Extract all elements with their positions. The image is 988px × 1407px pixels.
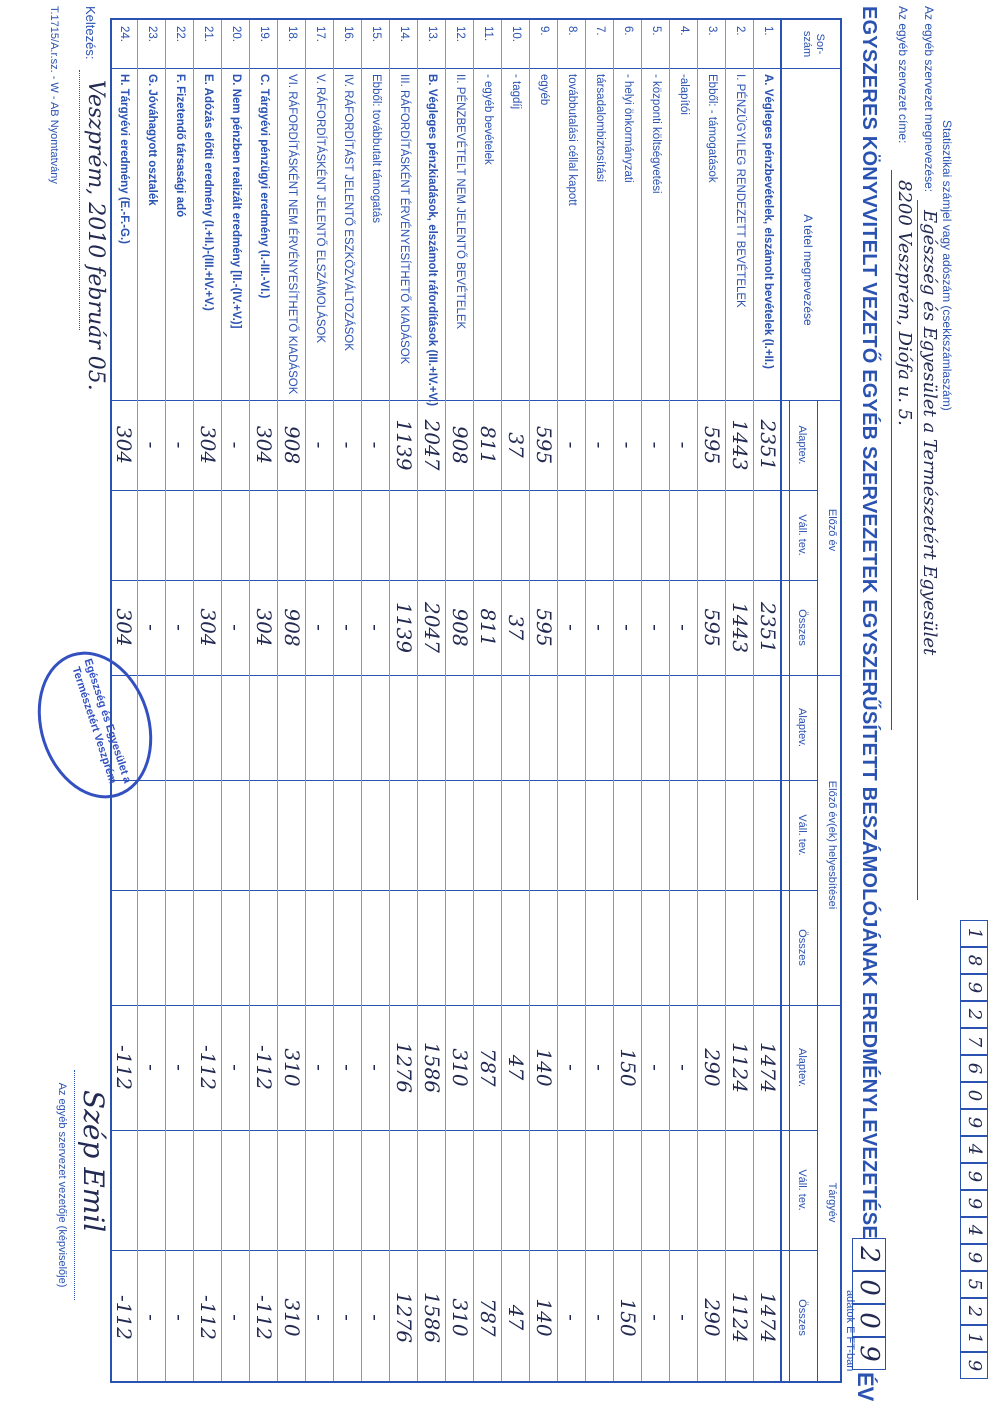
row-label: III. RÁFORDÍTÁSKÉNT ÉRVÉNYESÍTHETŐ KIADÁSOK [398,74,410,365]
digit-box: 9 [960,1352,988,1379]
value-cell: - [168,441,192,449]
value-cell: - [588,1064,612,1071]
year-label: ÉV [853,1372,878,1402]
value-cell: - [308,441,332,449]
value-cell [138,490,166,580]
value-cell [446,490,474,580]
row-label: továbbutalási céllal kapott [566,74,578,206]
digit-box: 9 [960,974,988,1001]
value-cell: - [140,441,164,449]
row-number: 6. [622,26,634,36]
digit-box: 0 [852,1271,886,1304]
value-cell [166,1130,194,1250]
income-statement-table [110,18,842,1383]
value-cell [194,1130,222,1250]
value-cell [558,490,586,580]
value-cell: 304 [196,425,220,465]
column-divider [112,780,818,781]
units-note: adatok E FT-ban [844,1290,856,1372]
row-label: I. PÉNZÜGYILEG RENDEZETT BEVÉTELEK [734,74,746,308]
value-cell: - [336,1314,360,1321]
value-cell: - [616,624,640,631]
value-cell [614,490,642,580]
row-label: E. Adózás előtti eredmény (I.+II.)-(III.+IV.+V.) [202,74,214,311]
org-name-value: Egészség és Egyesület a Természetért Egyesület [919,210,940,656]
value-cell: - [224,441,248,449]
value-cell [474,490,502,580]
row-label: IV. RÁFORDÍTÁST JELENTŐ ESZKÖZVÁLTOZÁSOK [342,74,354,351]
value-cell [306,1130,334,1250]
subheader-basic: Alaptev. [796,1048,808,1087]
value-cell: 140 [532,1298,556,1337]
value-cell: - [308,1064,332,1071]
row-label: H. Tárgyévi eredmény (E.-F.-G.) [118,74,130,244]
digit-box: 9 [960,1163,988,1190]
value-cell: - [644,441,668,449]
value-cell: - [672,1064,696,1071]
subheader-business: Váll. tev. [796,514,808,556]
value-cell: - [168,624,192,631]
value-cell: 37 [504,614,528,641]
row-label: A. Végleges pénzbevételek, elszámolt bevételek (I.+II.) [762,74,774,369]
value-cell [726,490,754,580]
value-cell [530,490,558,580]
value-cell: 47 [504,1304,528,1331]
row-number: 7. [594,26,606,36]
value-cell: 37 [504,432,528,458]
value-cell: 595 [700,425,724,465]
value-cell: 1124 [728,1042,752,1093]
value-cell: 310 [280,1048,304,1087]
org-name-line [917,200,918,900]
subheader-total: Összes [796,929,808,966]
column-divider [112,890,818,891]
value-cell: - [644,624,668,631]
value-cell: -112 [112,1295,136,1340]
value-cell: - [616,441,640,449]
value-cell [502,490,530,580]
value-cell [642,490,670,580]
value-cell: 787 [476,1048,500,1087]
digit-box: 2 [960,1298,988,1325]
value-cell: -112 [252,1045,276,1090]
value-cell: 2047 [420,419,444,471]
row-label: D. Nem pénzben realizált eredmény [II.-(IV.+V.)] [230,74,242,329]
digit-box: 5 [960,1271,988,1298]
header-divider [817,400,818,1381]
value-cell: - [364,1314,388,1321]
value-cell: - [224,624,248,631]
signature-value: Szép Emil [77,1090,110,1233]
value-cell: 908 [448,608,472,647]
row-number: 16. [342,26,354,42]
row-number: 18. [286,26,298,42]
value-cell: - [560,441,584,449]
value-cell: -112 [252,1295,276,1340]
value-cell [698,490,726,580]
value-cell: 1139 [392,602,416,653]
signature-label: Az egyéb szervezet vezetője (képviselője) [56,1082,68,1288]
print-code: T.1715/A.r.sz. - W - AB Nyomtatvány [48,6,60,184]
value-cell: - [308,1314,332,1321]
value-cell: 1586 [420,1042,444,1093]
value-cell [586,1130,614,1250]
form-title: EGYSZERES KÖNYVVITELT VEZETŐ EGYÉB SZERVEZETEK EGYSZERŰSÍTETT BESZÁMOLÓJÁNAK EREDMÉNYLEVEZETÉSE [858,6,880,1239]
value-cell: - [364,624,388,631]
digit-box: 0 [960,1082,988,1109]
value-cell: - [588,1314,612,1321]
value-cell [558,1130,586,1250]
digit-box: 9 [960,1244,988,1271]
org-address-label: Az egyéb szervezet címe: [896,6,910,144]
value-cell: 1443 [728,602,752,653]
signature-line [74,1070,75,1300]
value-cell: 290 [700,1298,724,1337]
value-cell [278,490,306,580]
row-label: Ebből: továbbutalt támogatás [370,74,382,223]
value-cell: - [588,624,612,631]
row-label: VI. RÁFORDÍTÁSKÉNT NEM ÉRVÉNYESÍTHETŐ KIADÁSOK [286,74,298,395]
value-cell [362,490,390,580]
digit-box: 4 [960,1136,988,1163]
row-label: B. Végleges pénzkiadások, elszámolt ráfordítások (III.+IV.+V.) [426,74,438,407]
row-number: 23. [146,26,158,42]
value-cell: 2351 [756,602,780,653]
value-cell: - [644,1314,668,1321]
row-number: 3. [706,26,718,36]
value-cell: 908 [280,425,304,465]
value-cell: 304 [112,608,136,647]
value-cell [166,490,194,580]
digit-box: 9 [960,1190,988,1217]
row-number: 17. [314,26,326,42]
digit-box: 9 [960,1109,988,1136]
row-number: 15. [370,26,382,42]
value-cell [222,490,250,580]
row-label: G. Jóváhagyott osztalék [146,74,158,206]
value-cell: - [336,1064,360,1071]
value-cell [250,1130,278,1250]
row-label: -alapítói [678,74,690,115]
digit-box: 9 [852,1337,886,1370]
value-cell: 310 [280,1298,304,1337]
row-number: 1. [762,26,774,36]
stat-number-label: Statisztikai számjel vagy adószám (csekkszámlaszám) [940,120,954,411]
value-cell: - [560,624,584,631]
header-divider [789,400,790,1381]
row-number: 24. [118,26,130,42]
value-cell: - [140,1064,164,1071]
value-cell [362,1130,390,1250]
value-cell: - [364,441,388,449]
row-label: - tagdíj [510,74,522,110]
value-cell: - [560,1314,584,1321]
value-cell: - [308,624,332,631]
row-number: 13. [426,26,438,42]
org-address-value: 8200 Veszprém, Diófa u. 5. [894,180,915,426]
value-cell: 1124 [728,1292,752,1343]
value-cell [418,490,446,580]
value-cell [474,1130,502,1250]
value-cell [530,1130,558,1250]
row-label: V. RÁFORDÍTÁSKÉNT JELENTŐ ELSZÁMOLÁSOK [314,74,326,344]
value-cell: - [168,1314,192,1321]
value-cell: 150 [616,1298,640,1337]
value-cell: - [672,441,696,449]
row-label: - központi költségvetési [650,74,662,194]
value-cell: - [224,1064,248,1071]
value-cell [390,1130,418,1250]
footer-place-value: Veszprém, 2010 február 05. [83,80,108,391]
value-cell: 310 [448,1048,472,1087]
digit-box: 1 [960,1325,988,1352]
value-cell: - [336,441,360,449]
digit-box: 2 [852,1238,886,1271]
row-number: 19. [258,26,270,42]
subheader-business: Váll. tev. [796,1169,808,1211]
value-cell: 310 [448,1298,472,1337]
row-number: 4. [678,26,690,36]
value-cell [418,1130,446,1250]
header-item-name: A tétel megnevezése [801,214,815,326]
value-cell: -112 [196,1295,220,1340]
value-cell: 595 [532,425,556,465]
value-cell [138,1130,166,1250]
value-cell: 140 [532,1048,556,1087]
row-number: 8. [566,26,578,36]
digit-box: 4 [960,1217,988,1244]
value-cell: 1474 [756,1292,780,1343]
subheader-total: Összes [796,1299,808,1336]
value-cell: 1276 [392,1292,416,1343]
value-cell: 811 [476,608,500,647]
value-cell [502,1130,530,1250]
header-prev-year: Előző év [826,508,838,552]
stamp-text: Egészség és Egyesület a Természetért Veszprém [69,657,134,786]
value-cell: -112 [112,1045,136,1090]
row-label: - egyéb bevételek [482,74,494,165]
value-cell [278,1130,306,1250]
value-cell [110,1130,138,1250]
digit-box: 1 [960,920,988,947]
value-cell: - [168,1064,192,1071]
subheader-business: Váll. tev. [796,814,808,856]
header-current-year: Tárgyév [826,1182,838,1223]
subheader-basic: Alaptev. [796,708,808,747]
row-number: 9. [538,26,550,36]
value-cell: - [140,1314,164,1321]
footer-place-line [79,70,80,330]
value-cell [446,1130,474,1250]
value-cell [670,1130,698,1250]
value-cell: 908 [280,608,304,647]
value-cell: 1139 [392,419,416,471]
row-number: 12. [454,26,466,42]
digit-box: 7 [960,1028,988,1055]
header-prev-corrections: Előző év(ek) helyesbítései [826,780,838,910]
value-cell [754,490,782,580]
value-cell [306,490,334,580]
row-label: egyéb [538,74,550,106]
value-cell: 908 [448,425,472,465]
row-label: C. Tárgyévi pénzügyi eredmény (I.-III.-VI.) [258,74,270,299]
row-number: 20. [230,26,242,42]
value-cell: 304 [196,608,220,647]
value-cell: - [644,1064,668,1071]
value-cell: - [672,624,696,631]
value-cell: 150 [616,1048,640,1087]
value-cell [642,1130,670,1250]
value-cell [250,490,278,580]
row-number: 5. [650,26,662,36]
row-number: 11. [482,26,494,42]
value-cell: - [336,624,360,631]
value-cell: 1586 [420,1292,444,1343]
row-number: 10. [510,26,522,42]
value-cell [194,490,222,580]
value-cell: 2351 [756,419,780,471]
row-label: társadalombiztosítási [594,74,606,183]
value-cell [726,1130,754,1250]
value-cell: 595 [532,608,556,647]
value-cell: - [224,1314,248,1321]
row-number: 14. [398,26,410,42]
org-address-line [891,170,892,730]
value-cell: 1474 [756,1042,780,1093]
value-cell [614,1130,642,1250]
value-cell: 2047 [420,602,444,653]
value-cell: 1276 [392,1042,416,1093]
value-cell: 304 [112,425,136,465]
value-cell: -112 [196,1045,220,1090]
org-name-label: Az egyéb szervezet megnevezése: [922,6,936,193]
value-cell [334,1130,362,1250]
value-cell [222,1130,250,1250]
digit-box: 6 [960,1055,988,1082]
subheader-basic: Alaptev. [796,425,808,465]
value-cell [698,1130,726,1250]
value-cell: 811 [476,425,500,465]
value-cell [586,490,614,580]
footer-place-label: Keltezés: [83,6,98,60]
value-cell [110,490,138,580]
value-cell: 47 [504,1054,528,1081]
row-label: F. Fizetendő társasági adó [174,74,186,218]
row-label: Ebből: - támogatások [706,74,718,183]
digit-box: 2 [960,1001,988,1028]
subheader-total: Összes [796,609,808,646]
digit-box: 8 [960,947,988,974]
row-label: - helyi önkormányzati [622,74,634,183]
row-number: 22. [174,26,186,42]
digit-box: 0 [852,1304,886,1337]
header-row-no: Sor- szám [801,30,826,58]
value-cell: 787 [476,1298,500,1337]
value-cell: 1443 [728,419,752,471]
value-cell: - [588,441,612,449]
row-number: 2. [734,26,746,36]
value-cell [334,490,362,580]
value-cell [390,490,418,580]
value-cell: - [560,1064,584,1071]
value-cell: 290 [700,1048,724,1087]
row-label: II. PÉNZBEVÉTELT NEM JELENTŐ BEVÉTELEK [454,74,466,330]
value-cell [670,490,698,580]
value-cell: 304 [252,425,276,465]
row-number: 21. [202,26,214,42]
value-cell: - [140,624,164,631]
value-cell: - [672,1314,696,1321]
value-cell: 304 [252,608,276,647]
value-cell [754,1130,782,1250]
value-cell: 595 [700,608,724,647]
value-cell: - [364,1064,388,1071]
